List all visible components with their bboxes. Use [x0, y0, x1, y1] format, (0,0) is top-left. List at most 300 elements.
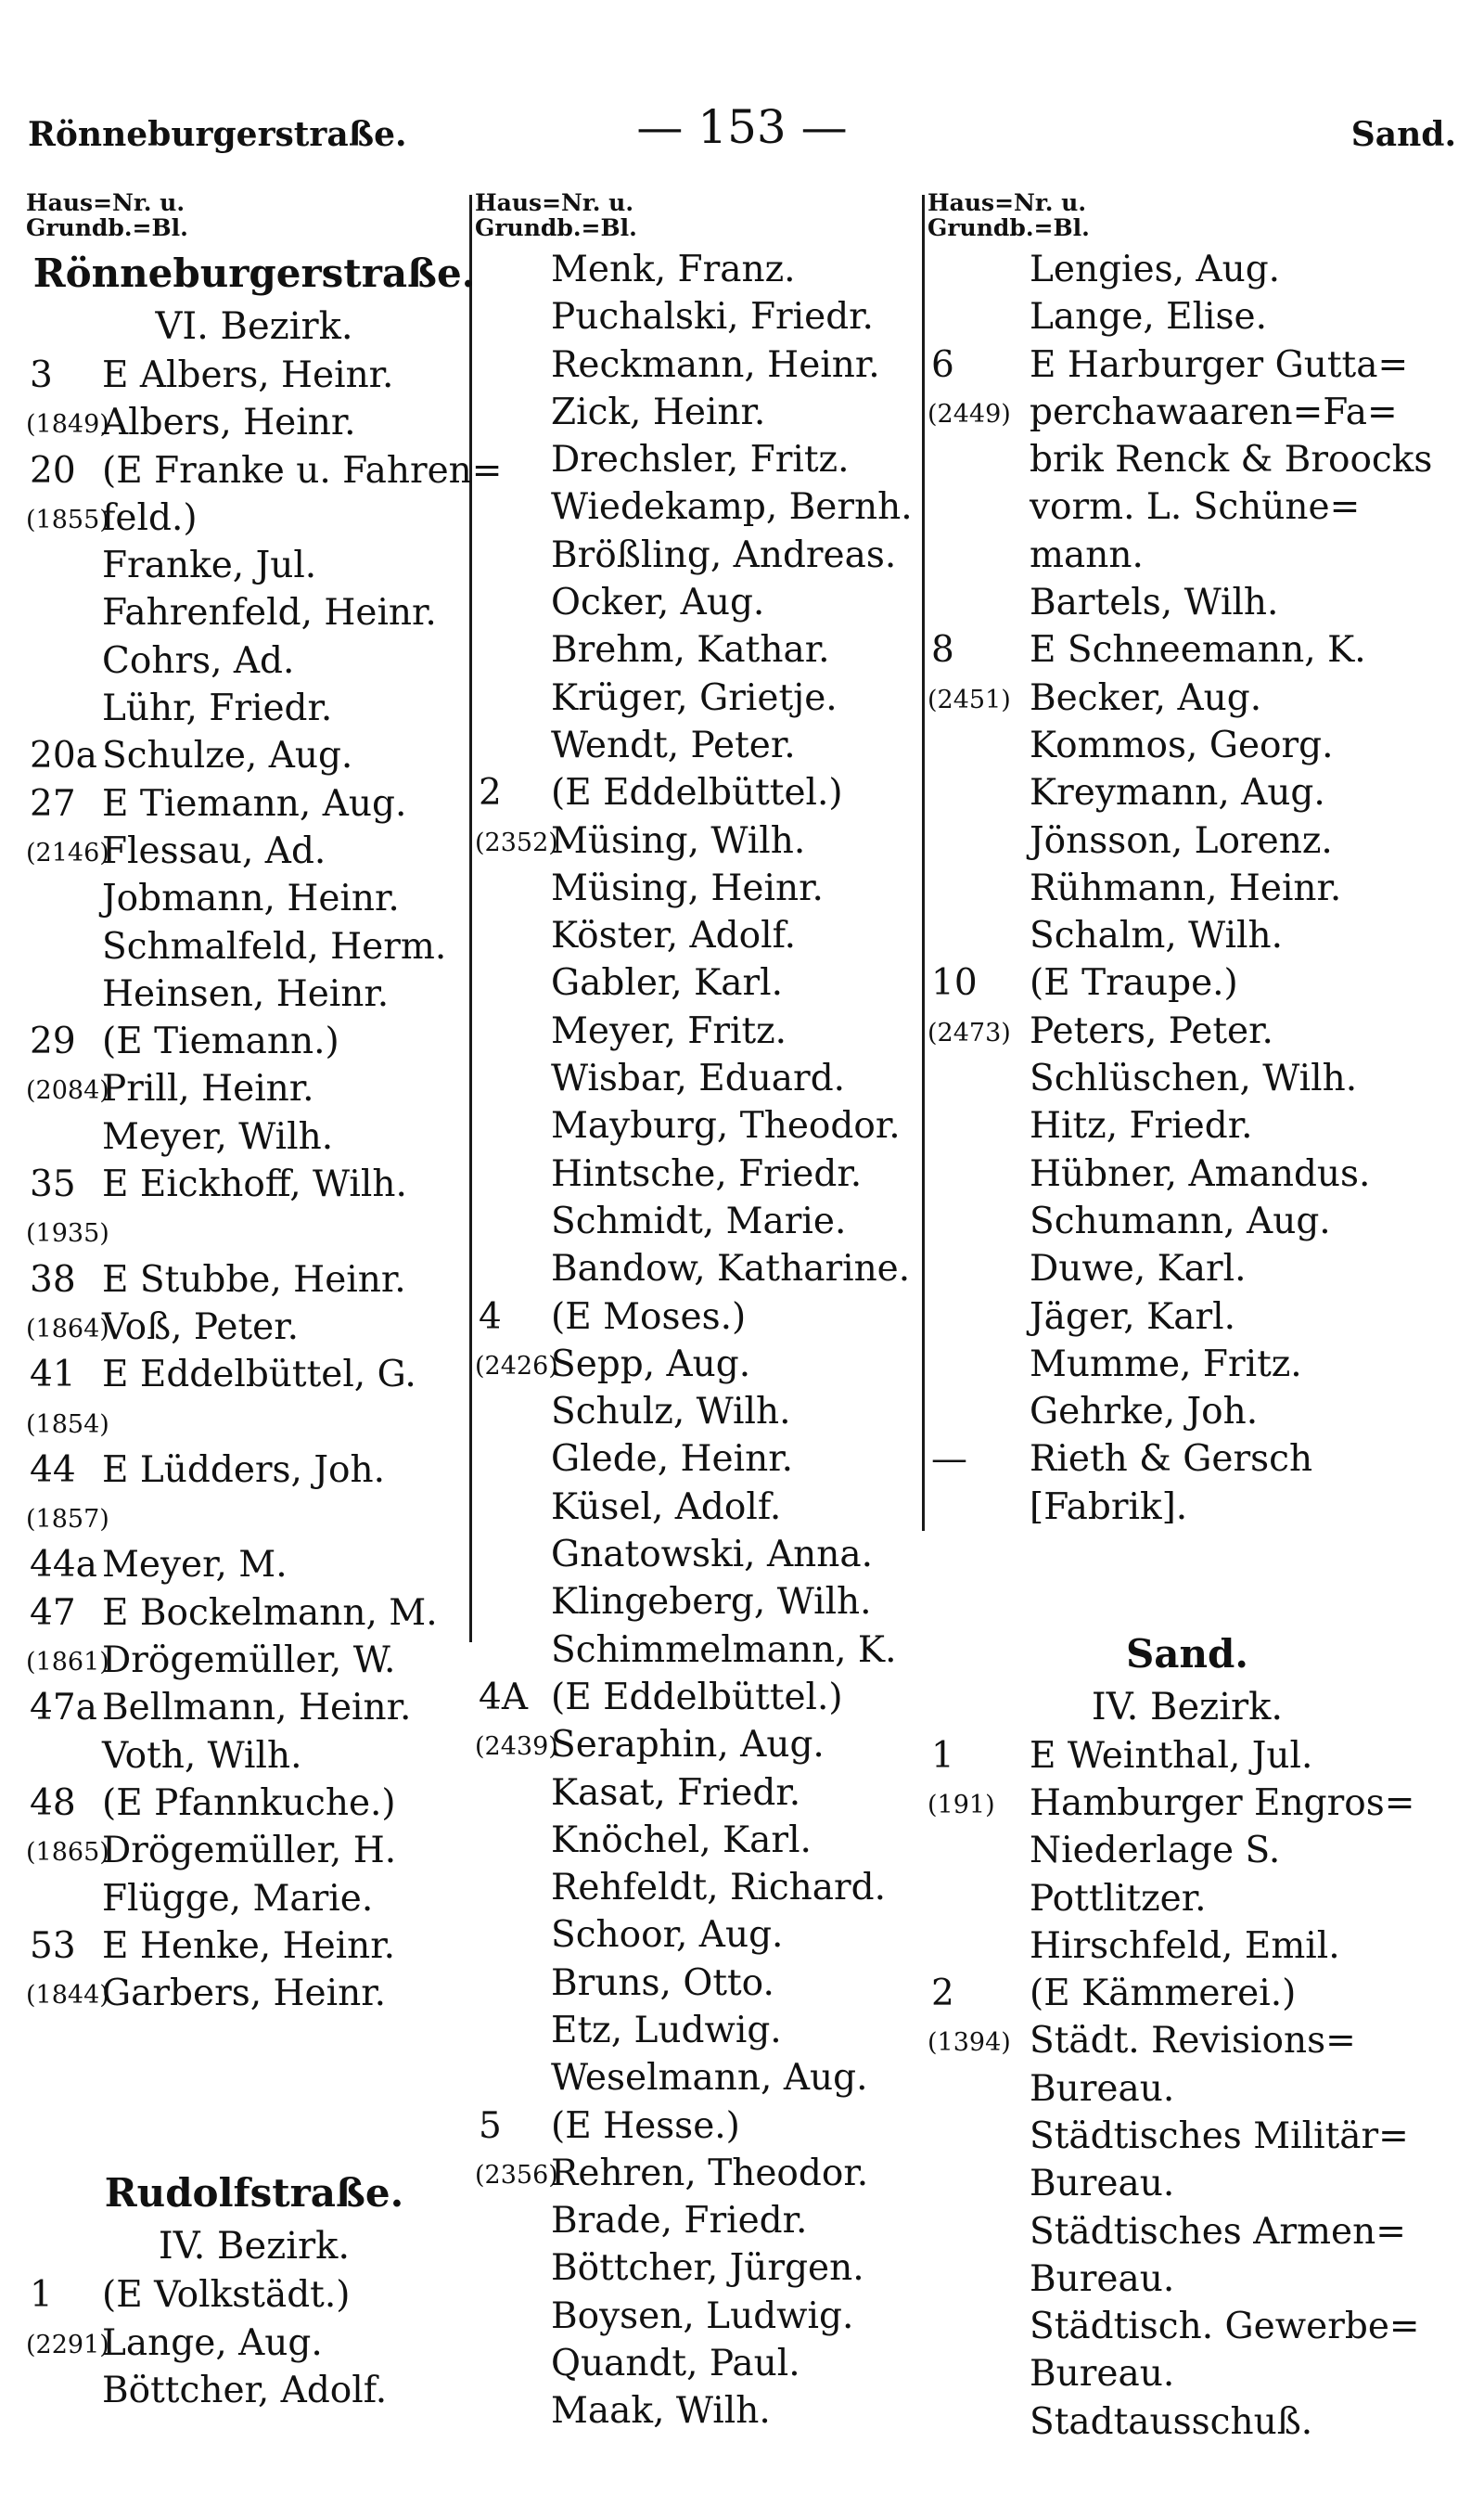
resident-name: Bureau. [1030, 2067, 1175, 2110]
resident-name: Bureau. [1030, 2257, 1175, 2300]
house-number: — [931, 1438, 967, 1481]
resident-name: Brade, Friedr. [551, 2200, 808, 2243]
resident-name: (E Hesse.) [551, 2104, 740, 2147]
header-right-street: Sand. [1350, 115, 1456, 154]
resident-name: Kasat, Friedr. [551, 1771, 801, 1814]
resident-name: Menk, Franz. [551, 249, 796, 290]
directory-entry [928, 1150, 1447, 1198]
resident-name: Becker, Aug. [1030, 676, 1262, 719]
resident-name: Schmidt, Marie. [551, 1200, 847, 1242]
resident-name: Wendt, Peter. [551, 724, 796, 766]
directory-entry [475, 341, 929, 389]
resident-name: Seraphin, Aug. [551, 1724, 825, 1767]
resident-name: Zick, Heinr. [551, 391, 766, 433]
directory-entry [475, 389, 929, 436]
directory-entry [475, 1293, 929, 1341]
resident-name: Lühr, Friedr. [102, 688, 333, 730]
directory-entry [928, 483, 1447, 531]
resident-name: Schoor, Aug. [551, 1914, 784, 1957]
directory-entry [26, 2367, 482, 2414]
directory-entry [475, 1388, 929, 1435]
directory-entry [475, 1911, 929, 1959]
directory-entry [928, 1198, 1447, 1245]
resident-name: Heinsen, Heinr. [102, 972, 390, 1015]
directory-entry [475, 817, 929, 865]
resident-name: Wisbar, Eduard. [551, 1058, 846, 1100]
directory-entry [928, 2350, 1447, 2397]
directory-entry [475, 1102, 929, 1150]
directory-entry [26, 589, 482, 636]
resident-name: Sepp, Aug. [551, 1343, 751, 1385]
resident-name: Schlüschen, Wilh. [1030, 1058, 1358, 1100]
land-register-number: (1861) [26, 1648, 109, 1677]
directory-entry [475, 293, 929, 341]
district-label: VI. Bezirk. [155, 305, 353, 348]
directory-entry [475, 2150, 929, 2197]
resident-name: Drögemüller, W. [102, 1639, 396, 1682]
directory-entry [26, 447, 503, 495]
resident-name: (E Franke u. Fahren= [102, 449, 503, 492]
land-register-number: (1844) [26, 1981, 109, 2011]
directory-entry [475, 1435, 929, 1483]
directory-entry [928, 2113, 1447, 2160]
directory-entry [475, 1578, 929, 1626]
directory-entry [475, 865, 929, 912]
resident-name: Peters, Peter. [1030, 1009, 1273, 1052]
resident-name: Meyer, Wilh. [102, 1115, 334, 1158]
resident-name: Niederlage S. [1030, 1830, 1281, 1872]
resident-name: perchawaaren=Fa= [1030, 391, 1398, 433]
house-number: 29 [30, 1021, 76, 1063]
resident-name: E Eddelbüttel, G. [102, 1354, 416, 1396]
directory-entry [26, 1827, 482, 1874]
directory-entry [928, 1388, 1447, 1435]
directory-entry [26, 1637, 482, 1684]
resident-name: Hintsche, Friedr. [551, 1152, 863, 1195]
directory-entry [26, 685, 482, 732]
directory-entry [475, 1721, 929, 1768]
resident-name: Böttcher, Adolf. [102, 2369, 388, 2411]
directory-entry [475, 436, 929, 483]
column-3 [928, 190, 1447, 2446]
resident-name: Städt. Revisions= [1030, 2020, 1356, 2063]
resident-name: Rieth & Gersch [1030, 1438, 1313, 1481]
directory-entry [928, 2303, 1447, 2350]
resident-name: Bellmann, Heinr. [102, 1687, 412, 1729]
land-register-number: (1864) [26, 1314, 109, 1343]
directory-entry [928, 293, 1447, 341]
resident-name: Lange, Elise. [1030, 296, 1268, 339]
land-register-number: (2426) [475, 1351, 558, 1381]
resident-name: (E Eddelbüttel.) [551, 772, 843, 815]
house-number: 10 [931, 962, 978, 1005]
directory-entry [475, 769, 929, 816]
land-register-number: (2291) [26, 2330, 109, 2359]
resident-name: Reckmann, Heinr. [551, 343, 880, 386]
resident-name: Jäger, Karl. [1030, 1295, 1235, 1338]
house-number: 1 [931, 1734, 954, 1777]
resident-name: Böttcher, Jürgen. [551, 2247, 864, 2290]
blank-space [928, 1531, 1447, 1578]
directory-entry [26, 1065, 482, 1112]
directory-entry [928, 817, 1447, 865]
directory-entry [928, 1102, 1447, 1150]
directory-entry [26, 875, 482, 922]
land-register-number: (2352) [475, 828, 558, 857]
directory-entry [475, 483, 929, 531]
directory-entry [475, 1150, 929, 1198]
resident-name: Bandow, Katharine. [551, 1248, 911, 1291]
house-number: 8 [931, 629, 954, 672]
directory-entry [26, 1256, 482, 1304]
directory-entry [26, 1541, 482, 1588]
resident-name: E Harburger Gutta= [1030, 343, 1409, 386]
directory-entry [928, 675, 1447, 722]
directory-entry [928, 389, 1447, 436]
house-number: 48 [30, 1781, 76, 1824]
resident-name: Schimmelmann, K. [551, 1628, 897, 1671]
resident-name: E Henke, Heinr. [102, 1924, 396, 1967]
resident-name: Franke, Jul. [102, 545, 317, 587]
resident-name: Quandt, Paul. [551, 2343, 800, 2385]
resident-name: Rühmann, Heinr. [1030, 867, 1342, 909]
land-register-number: (2356) [475, 2160, 558, 2190]
house-number: 2 [479, 772, 502, 815]
directory-entry [26, 1446, 482, 1494]
directory-entry [475, 2293, 929, 2340]
directory-entry [475, 2387, 929, 2435]
land-register-number: (2451) [928, 685, 1011, 714]
resident-name: E Bockelmann, M. [102, 1591, 438, 1634]
house-number: 6 [931, 343, 954, 386]
land-register-number: (1854) [26, 1409, 109, 1439]
resident-name: Hirschfeld, Emil. [1030, 1924, 1340, 1967]
house-number: 4 [479, 1295, 502, 1338]
resident-name: Städtisches Armen= [1030, 2210, 1406, 2253]
directory-entry [26, 1351, 482, 1398]
resident-name: Flessau, Ad. [102, 829, 326, 872]
resident-name: E Schneemann, K. [1030, 629, 1366, 672]
directory-entry [475, 722, 929, 769]
resident-name: Jobmann, Heinr. [102, 878, 400, 920]
directory-entry [475, 1531, 929, 1578]
directory-entry [928, 1922, 1447, 1970]
land-register-number: (2084) [26, 1076, 109, 1106]
directory-entry [475, 2197, 929, 2244]
street-heading: Sand. [1125, 1630, 1249, 1677]
directory-entry [26, 495, 482, 542]
directory-entry [26, 1780, 482, 1827]
header-left-street: Rönneburgerstraße. [28, 115, 407, 154]
land-register-number: (1935) [26, 1219, 109, 1249]
directory-entry [26, 732, 482, 779]
directory-entry [26, 1161, 482, 1208]
house-number: 53 [30, 1924, 76, 1967]
land-register-number: (2449) [928, 399, 1011, 429]
house-number: 41 [30, 1354, 76, 1396]
house-number: 1 [30, 2274, 53, 2317]
resident-name: Ocker, Aug. [551, 582, 765, 624]
directory-entry [928, 1484, 1447, 1531]
resident-name: Bureau. [1030, 2353, 1175, 2396]
resident-name: Bruns, Otto. [551, 1961, 774, 2004]
house-number: 27 [30, 782, 76, 825]
directory-entry [26, 399, 482, 446]
directory-entry [928, 865, 1447, 912]
house-number: 5 [479, 2104, 502, 2147]
directory-entry [928, 769, 1447, 816]
house-number: 47a [30, 1687, 97, 1729]
resident-name: E Tiemann, Aug. [102, 782, 407, 825]
resident-name: (E Tiemann.) [102, 1021, 339, 1063]
land-register-number: (2473) [928, 1018, 1011, 1047]
resident-name: E Stubbe, Heinr. [102, 1258, 406, 1301]
directory-entry [26, 1494, 482, 1541]
directory-entry [928, 341, 1447, 389]
directory-entry [928, 1780, 1447, 1827]
directory-entry [475, 1055, 929, 1102]
directory-entry [26, 1399, 482, 1446]
resident-name: Hamburger Engros= [1030, 1781, 1415, 1824]
directory-entry [928, 1008, 1447, 1055]
resident-name: mann. [1030, 533, 1144, 576]
directory-entry [475, 2007, 929, 2054]
directory-entry [26, 970, 482, 1018]
resident-name: Rehfeldt, Richard. [551, 1867, 887, 1909]
resident-name: Drögemüller, H. [102, 1830, 397, 1872]
directory-entry [928, 959, 1447, 1007]
resident-name: Gabler, Karl. [551, 962, 783, 1005]
street-heading: Rönneburgerstraße. [32, 251, 476, 296]
directory-entry [475, 246, 929, 293]
directory-entry [928, 1827, 1447, 1874]
directory-entry [928, 2160, 1447, 2207]
resident-name: Hitz, Friedr. [1030, 1105, 1253, 1148]
directory-entry [928, 436, 1447, 483]
resident-name: Städtisch. Gewerbe= [1030, 2306, 1420, 2348]
resident-name: Voth, Wilh. [102, 1734, 302, 1777]
directory-entry [928, 1341, 1447, 1388]
district-label: IV. Bezirk. [1091, 1685, 1284, 1729]
directory-entry [928, 1970, 1447, 2017]
resident-name: Flügge, Marie. [102, 1877, 374, 1920]
land-register-number: (2146) [26, 838, 109, 868]
resident-name: Maak, Wilh. [551, 2390, 771, 2433]
house-number: 35 [30, 1163, 76, 1206]
resident-name: Schulz, Wilh. [551, 1391, 791, 1433]
directory-entry [475, 1960, 929, 2007]
directory-entry [475, 2102, 929, 2150]
land-register-number: (1849) [26, 410, 109, 440]
resident-name: Schumann, Aug. [1030, 1200, 1331, 1242]
resident-name: Gehrke, Joh. [1030, 1391, 1259, 1433]
house-number: 4A [479, 1676, 528, 1718]
house-number: 44a [30, 1544, 97, 1587]
street-heading: Rudolfstraße. [104, 2170, 404, 2217]
resident-name: Klingeberg, Wilh. [551, 1581, 872, 1624]
column-header-label: Haus=Nr. u. Grundb.=Bl. [475, 189, 637, 241]
resident-name: Lange, Aug. [102, 2321, 323, 2364]
directory-entry [26, 1970, 482, 2017]
resident-name: E Albers, Heinr. [102, 354, 394, 396]
directory-entry [928, 1293, 1447, 1341]
resident-name: Voß, Peter. [102, 1305, 299, 1348]
directory-entry [475, 1484, 929, 1531]
directory-entry [475, 1198, 929, 1245]
land-register-number: (191) [928, 1790, 995, 1819]
directory-entry [475, 1674, 929, 1721]
directory-entry [26, 1732, 482, 1780]
resident-name: Gnatowski, Anna. [551, 1534, 874, 1576]
resident-name: Fahrenfeld, Heinr. [102, 592, 437, 635]
resident-name: Küsel, Adolf. [551, 1485, 782, 1528]
resident-name: vorm. L. Schüne= [1030, 486, 1361, 529]
resident-name: (E Volkstädt.) [102, 2274, 351, 2317]
directory-entry [475, 2244, 929, 2292]
resident-name: Müsing, Wilh. [551, 819, 806, 862]
directory-entry [475, 532, 929, 579]
resident-name: Brößling, Andreas. [551, 533, 897, 576]
resident-name: Drechsler, Fritz. [551, 439, 850, 482]
resident-name: (E Traupe.) [1030, 962, 1238, 1005]
land-register-number: (1394) [928, 2028, 1011, 2058]
resident-name: Schalm, Wilh. [1030, 915, 1284, 957]
running-header [28, 100, 1456, 165]
directory-entry [928, 2256, 1447, 2303]
resident-name: Knöchel, Karl. [551, 1819, 812, 1861]
resident-name: Albers, Heinr. [102, 402, 356, 444]
directory-entry [475, 912, 929, 959]
column-header-label: Haus=Nr. u. Grundb.=Bl. [26, 189, 188, 241]
directory-entry [475, 1008, 929, 1055]
directory-entry [26, 2320, 482, 2367]
directory-entry [928, 532, 1447, 579]
resident-name: Duwe, Karl. [1030, 1248, 1247, 1291]
directory-entry [475, 1245, 929, 1292]
column-2 [475, 190, 929, 2435]
directory-entry [26, 1589, 482, 1637]
resident-name: Pottlitzer. [1030, 1877, 1207, 1920]
resident-name: (E Kämmerei.) [1030, 1973, 1297, 2015]
directory-entry [928, 2398, 1447, 2446]
resident-name: Städtisches Militär= [1030, 2114, 1409, 2157]
directory-entry [928, 1055, 1447, 1102]
resident-name: Meyer, M. [102, 1544, 288, 1587]
resident-name: Cohrs, Ad. [102, 639, 295, 682]
resident-name: Müsing, Heinr. [551, 867, 824, 909]
resident-name: Meyer, Fritz. [551, 1009, 787, 1052]
resident-name: Mumme, Fritz. [1030, 1343, 1302, 1385]
house-number: 47 [30, 1591, 76, 1634]
resident-name: (E Pfannkuche.) [102, 1781, 396, 1824]
resident-name: E Eickhoff, Wilh. [102, 1163, 407, 1206]
directory-entry [928, 1245, 1447, 1292]
resident-name: Köster, Adolf. [551, 915, 797, 957]
directory-entry [475, 675, 929, 722]
directory-entry [928, 1875, 1447, 1922]
directory-entry [475, 2054, 929, 2101]
resident-name: Etz, Ludwig. [551, 2009, 782, 2051]
resident-name: [Fabrik]. [1030, 1485, 1188, 1528]
directory-entry [26, 1304, 482, 1351]
directory-entry [26, 637, 482, 685]
resident-name: (E Moses.) [551, 1295, 747, 1338]
directory-entry [928, 1732, 1447, 1780]
directory-entry [475, 1864, 929, 1911]
resident-name: Weselmann, Aug. [551, 2057, 868, 2100]
directory-entry [26, 2271, 482, 2319]
resident-name: Glede, Heinr. [551, 1438, 793, 1481]
directory-entry [26, 1875, 482, 1922]
land-register-number: (1857) [26, 1505, 109, 1535]
directory-entry [26, 542, 482, 589]
blank-space [928, 1578, 1447, 1626]
resident-name: Wiedekamp, Bernh. [551, 486, 913, 529]
resident-name: E Lüdders, Joh. [102, 1448, 385, 1491]
district-label: IV. Bezirk. [158, 2225, 351, 2268]
resident-name: E Weinthal, Jul. [1030, 1734, 1313, 1777]
house-number: 2 [931, 1973, 954, 2015]
resident-name: Bureau. [1030, 2163, 1175, 2205]
directory-entry [928, 2208, 1447, 2256]
land-register-number: (1855) [26, 505, 109, 534]
directory-entry [928, 579, 1447, 626]
page-number: — 153 — [636, 100, 848, 154]
resident-name: Mayburg, Theodor. [551, 1105, 901, 1148]
house-number: 20 [30, 449, 76, 492]
resident-name: Garbers, Heinr. [102, 1973, 386, 2015]
directory-entry [26, 1113, 482, 1161]
resident-name: Hübner, Amandus. [1030, 1152, 1371, 1195]
resident-name: brik Renck & Broocks [1030, 439, 1433, 482]
directory-entry [928, 2065, 1447, 2113]
directory-entry [26, 352, 482, 399]
resident-name: Brehm, Kathar. [551, 629, 830, 672]
resident-name: Lengies, Aug. [1030, 249, 1281, 290]
house-number: 20a [30, 735, 97, 778]
directory-entry [475, 2340, 929, 2387]
house-number: 3 [30, 354, 53, 396]
directory-entry [26, 780, 482, 828]
directory-entry [928, 2017, 1447, 2064]
directory-entry [26, 828, 482, 875]
resident-name: Kreymann, Aug. [1030, 772, 1325, 815]
house-number: 38 [30, 1258, 76, 1301]
resident-name: feld.) [102, 496, 198, 539]
directory-entry [26, 1208, 482, 1255]
directory-entry [26, 1922, 482, 1970]
column-1 [26, 189, 503, 2414]
resident-name: Krüger, Grietje. [551, 676, 838, 719]
resident-name: Bartels, Wilh. [1030, 582, 1279, 624]
resident-name: Puchalski, Friedr. [551, 296, 874, 339]
directory-entry [475, 1817, 929, 1864]
directory-entry [26, 1684, 482, 1731]
resident-name: Schulze, Aug. [102, 735, 353, 778]
blank-space [26, 2017, 482, 2166]
directory-entry [475, 1626, 929, 1674]
resident-name: Rehren, Theodor. [551, 2152, 869, 2194]
resident-name: (E Eddelbüttel.) [551, 1676, 843, 1718]
column-header-label: Haus=Nr. u. Grundb.=Bl. [928, 189, 1090, 241]
directory-entry [928, 912, 1447, 959]
resident-name: Prill, Heinr. [102, 1068, 314, 1111]
directory-entry [928, 1435, 1447, 1483]
house-number: 44 [30, 1448, 76, 1491]
resident-name: Stadtausschuß. [1030, 2400, 1313, 2443]
directory-entry [475, 1341, 929, 1388]
resident-name: Schmalfeld, Herm. [102, 925, 447, 968]
